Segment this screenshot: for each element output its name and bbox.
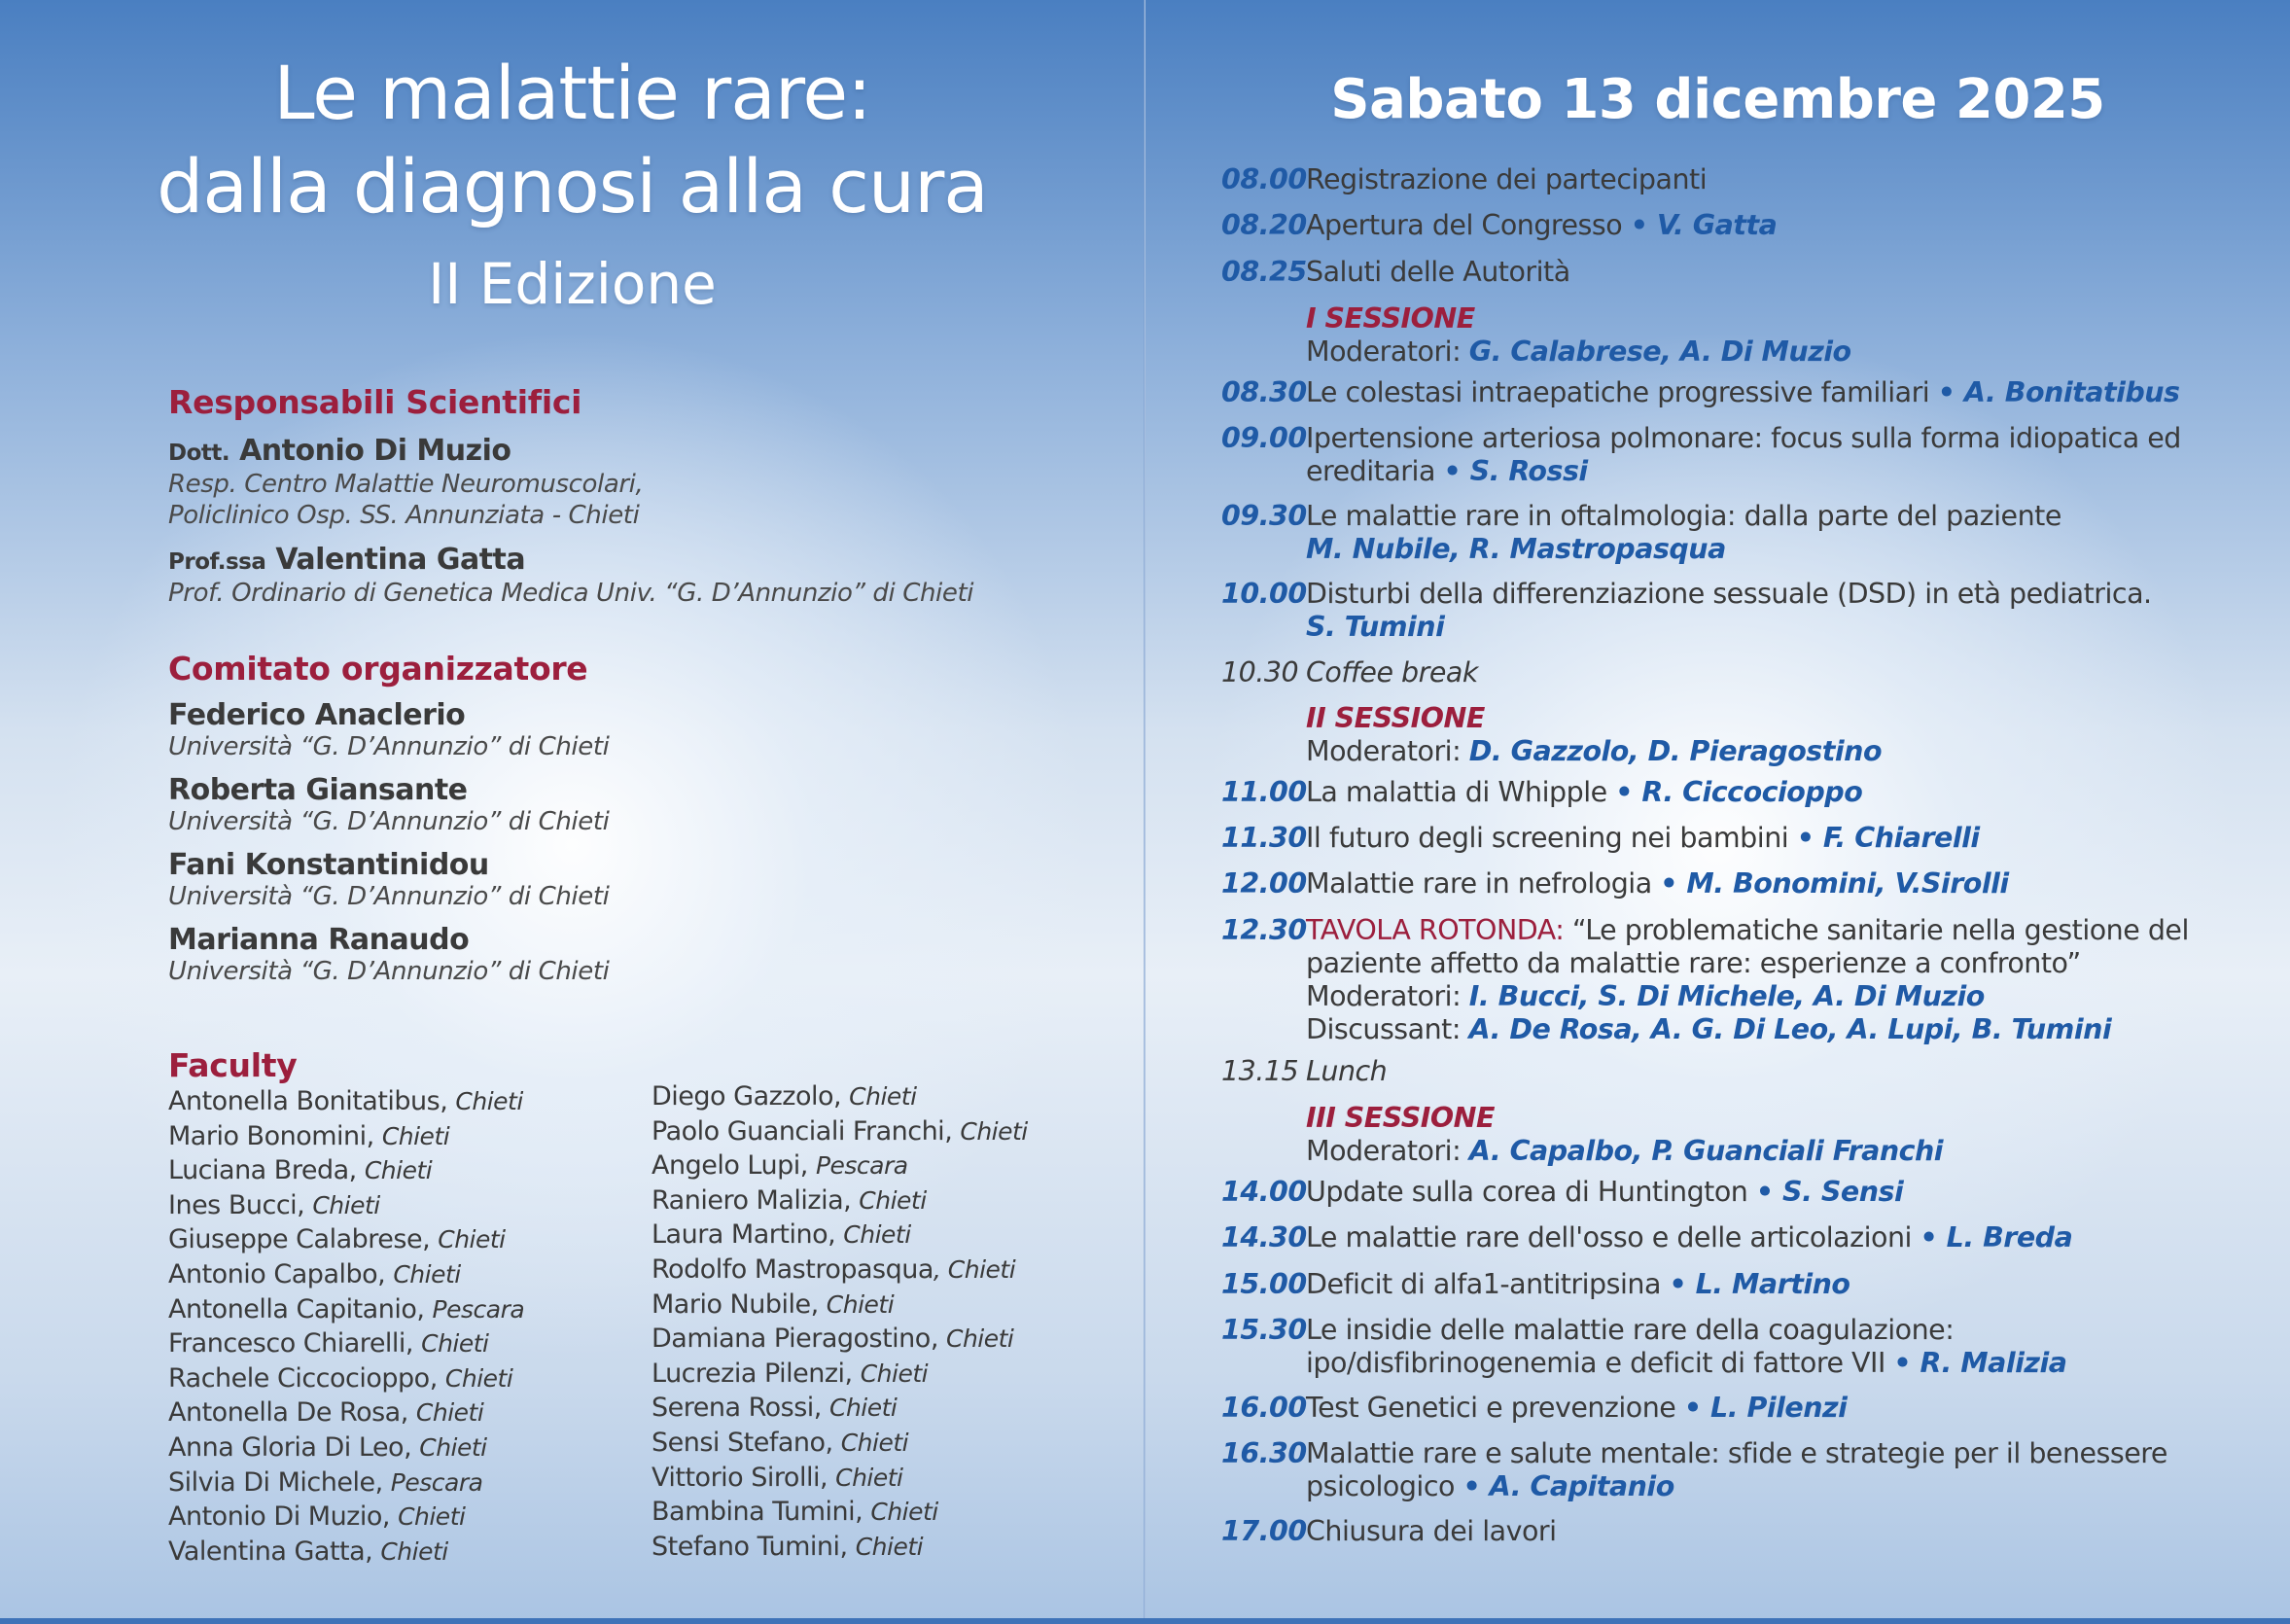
session-block: I SESSIONE Moderatori: G. Calabrese, A. Di Muzio [1221, 302, 2272, 369]
time-label: 10.30 [1221, 656, 1299, 688]
time-label: 16.30 [1221, 1437, 1307, 1469]
faculty-item: Laura Martino, Chieti [652, 1219, 911, 1251]
speaker: • F. Chiarelli [1796, 822, 1980, 854]
time-label: 10.00 [1221, 578, 1307, 610]
time-label: 12.00 [1221, 867, 1307, 900]
program-item: 13.15 Lunch [1221, 1055, 1388, 1087]
faculty-item: Raniero Malizia, Chieti [652, 1184, 927, 1216]
faculty-item: Rachele Ciccocioppo, Chieti [168, 1362, 513, 1394]
faculty-item: Antonio Di Muzio, Chieti [168, 1501, 466, 1533]
responsabile-name [168, 543, 525, 577]
program-item: 10.30 Coffee break [1221, 656, 1478, 688]
faculty-item: Mario Bonomini, Chieti [168, 1120, 450, 1151]
faculty-column-2 [652, 1079, 1028, 1564]
affiliation: Università “G. D’Annunzio” di Chieti [168, 732, 610, 761]
comitato-name: Marianna Ranaudo [168, 923, 470, 957]
faculty-item: Antonella Capitanio, Pescara [168, 1293, 525, 1324]
program-item: 09.30 Le malattie rare in oftalmologia: dalla parte del paziente M. Nubile, R. Mastropasqua [1221, 500, 2272, 566]
round-table-label: TAVOLA ROTONDA: [1306, 914, 1565, 946]
program-item: 14.30 Le malattie rare dell'osso e delle articolazioni • L. Breda [1221, 1221, 2073, 1253]
page-fold [1144, 0, 1145, 1624]
program-item: 16.30 Malattie rare e salute mentale: sfide e strategie per il benessere psicologico • A. Capitanio [1221, 1437, 2167, 1502]
program-item: 17.00 Chiusura dei lavori [1221, 1515, 1557, 1547]
time-label: 14.00 [1221, 1176, 1307, 1208]
faculty-item: Ines Bucci, Chieti [168, 1189, 380, 1220]
title-line-2: dalla diagnosi alla cura [157, 143, 988, 229]
session-title: III SESSIONE [1306, 1102, 1495, 1134]
comitato-name: Federico Anaclerio [168, 698, 466, 732]
comitato-name: Fani Konstantinidou [168, 848, 489, 882]
affiliation: Policlinico Osp. SS. Annunziata - Chieti [168, 501, 640, 530]
program-item: 14.00 Update sulla corea di Huntington • S. Sensi [1221, 1176, 1904, 1208]
faculty-item: Angelo Lupi, Pescara [652, 1150, 908, 1182]
affiliation: Università “G. D’Annunzio” di Chieti [168, 957, 610, 986]
program-item: 09.00 Ipertensione arteriosa polmonare: focus sulla forma idiopatica ed ereditaria • S. Rossi [1221, 422, 2181, 487]
program-item: 08.25 Saluti delle Autorità [1221, 256, 1570, 288]
speaker: • L. Breda [1920, 1221, 2073, 1253]
speaker: S. Tumini [1306, 611, 1445, 643]
speaker: • V. Gatta [1630, 209, 1778, 241]
right-panel [1145, 0, 2290, 1624]
time-label: 11.00 [1221, 776, 1307, 808]
faculty-item: Vittorio Sirolli, Chieti [652, 1462, 903, 1493]
faculty-item: Diego Gazzolo, Chieti [652, 1081, 917, 1112]
faculty-item: Sensi Stefano, Chieti [652, 1427, 909, 1458]
program-item: 10.00 Disturbi della differenziazione sessuale (DSD) in età pediatrica. S. Tumini [1221, 578, 2272, 644]
faculty-item: Rodolfo Mastropasqua, Chieti [652, 1253, 1016, 1285]
affiliation: Prof. Ordinario di Genetica Medica Univ. “G. D’Annunzio” di Chieti [168, 579, 974, 608]
affiliation: Resp. Centro Malattie Neuromuscolari, [168, 470, 644, 499]
faculty-item: Silvia Di Michele, Pescara [168, 1466, 483, 1498]
affiliation: Università “G. D’Annunzio” di Chieti [168, 882, 610, 911]
program-item: 11.00 La malattia di Whipple • R. Ciccocioppo [1221, 776, 1863, 808]
responsabili-heading: Responsabili Scientifici [168, 383, 582, 421]
edition-label: II Edizione [428, 251, 717, 317]
name-prefix: Prof.ssa [168, 549, 266, 575]
program-item: 08.00 Registrazione dei partecipanti [1221, 163, 1708, 195]
time-label: 08.30 [1221, 376, 1307, 408]
responsabile-name [168, 434, 511, 468]
program-item: 08.20 Apertura del Congresso • V. Gatta [1221, 209, 1778, 241]
speaker: • A. Capitanio [1462, 1470, 1674, 1502]
time-label: 11.30 [1221, 822, 1307, 854]
program-item: 11.30 Il futuro degli screening nei bambini • F. Chiarelli [1221, 822, 1980, 854]
speaker: • R. Malizia [1893, 1347, 2067, 1379]
speaker: • A. Bonitatibus [1937, 376, 2180, 408]
faculty-item: Anna Gloria Di Leo, Chieti [168, 1431, 487, 1463]
speaker: • M. Bonomini, V.Sirolli [1660, 867, 2009, 900]
faculty-item: Paolo Guanciali Franchi, Chieti [652, 1115, 1028, 1147]
faculty-item: Valentina Gatta, Chieti [168, 1536, 448, 1567]
time-label: 16.00 [1221, 1392, 1307, 1424]
speaker: • L. Martino [1669, 1268, 1850, 1300]
program-item: 08.30 Le colestasi intraepatiche progressive familiari • A. Bonitatibus [1221, 376, 2180, 408]
time-label: 09.00 [1221, 422, 1307, 454]
title-line-1: Le malattie rare: [273, 50, 871, 136]
time-label: 14.30 [1221, 1221, 1307, 1253]
faculty-item: Luciana Breda, Chieti [168, 1155, 433, 1186]
faculty-item: Antonella De Rosa, Chieti [168, 1397, 484, 1429]
session-title: II SESSIONE [1306, 702, 1485, 734]
program-item: 15.00 Deficit di alfa1-antitripsina • L. Martino [1221, 1268, 1850, 1300]
time-label: 09.30 [1221, 500, 1307, 532]
comitato-heading: Comitato organizzatore [168, 650, 588, 688]
faculty-item: Lucrezia Pilenzi, Chieti [652, 1358, 929, 1389]
moderators: A. Capalbo, P. Guanciali Franchi [1468, 1135, 1944, 1167]
faculty-item: Francesco Chiarelli, Chieti [168, 1328, 489, 1359]
faculty-item: Antonio Capalbo, Chieti [168, 1258, 461, 1289]
faculty-item: Bambina Tumini, Chieti [652, 1497, 938, 1528]
time-label: 13.15 [1221, 1055, 1299, 1087]
speaker: • R. Ciccocioppo [1615, 776, 1863, 808]
faculty-item: Antonella Bonitatibus, Chieti [168, 1086, 523, 1116]
speaker: • L. Pilenzi [1683, 1392, 1848, 1424]
program-item: 16.00 Test Genetici e prevenzione • L. Pilenzi [1221, 1392, 1848, 1424]
speaker: M. Nubile, R. Mastropasqua [1306, 533, 1726, 565]
person-name: Valentina Gatta [275, 543, 526, 577]
discussants: A. De Rosa, A. G. Di Leo, A. Lupi, B. Tumini [1468, 1013, 2112, 1045]
time-label: 17.00 [1221, 1515, 1307, 1547]
name-prefix: Dott. [168, 441, 230, 466]
faculty-item: Stefano Tumini, Chieti [652, 1531, 924, 1562]
faculty-item: Mario Nubile, Chieti [652, 1289, 895, 1320]
speaker: • S. Sensi [1755, 1176, 1904, 1208]
faculty-item: Serena Rossi, Chieti [652, 1393, 898, 1424]
faculty-item: Giuseppe Calabrese, Chieti [168, 1224, 506, 1255]
faculty-heading: Faculty [168, 1046, 298, 1084]
time-label: 15.00 [1221, 1268, 1307, 1300]
moderators: G. Calabrese, A. Di Muzio [1468, 335, 1851, 368]
speaker: • S. Rossi [1443, 455, 1588, 487]
time-label: 15.30 [1221, 1314, 1307, 1346]
event-date: Sabato 13 dicembre 2025 [1330, 68, 2105, 131]
time-label: 08.20 [1221, 209, 1307, 241]
bottom-border [0, 1618, 2290, 1624]
faculty-column-1 [168, 1084, 524, 1569]
time-label: 12.30 [1221, 914, 1307, 946]
affiliation: Università “G. D’Annunzio” di Chieti [168, 807, 610, 836]
session-block: II SESSIONE Moderatori: D. Gazzolo, D. Pieragostino [1221, 702, 2272, 768]
program-item: 12.30 TAVOLA ROTONDA: “Le problematiche sanitarie nella gestione del paziente affetto da malattie rare: esperienze a confronto” Moderatori: I. Bucci, S. Di Michele, A. Di Muzio Discussant: A. De Rosa, A. G. Di Leo, A. Lupi, B. Tumini [1221, 914, 2189, 1045]
program-item: 12.00 Malattie rare in nefrologia • M. Bonomini, V.Sirolli [1221, 867, 2009, 900]
time-label: 08.00 [1221, 163, 1307, 195]
comitato-name: Roberta Giansante [168, 773, 468, 807]
time-label: 08.25 [1221, 256, 1307, 288]
moderators: I. Bucci, S. Di Michele, A. Di Muzio [1468, 980, 1985, 1012]
person-name: Antonio Di Muzio [239, 434, 511, 468]
session-block: III SESSIONE Moderatori: A. Capalbo, P. Guanciali Franchi [1221, 1102, 2272, 1168]
moderators: D. Gazzolo, D. Pieragostino [1468, 735, 1883, 767]
session-title: I SESSIONE [1306, 302, 1475, 335]
faculty-item: Damiana Pieragostino, Chieti [652, 1324, 1014, 1355]
program-item: 15.30 Le insidie delle malattie rare della coagulazione: ipo/disfibrinogenemia e deficit di fattore VII • R. Malizia [1221, 1314, 2067, 1379]
